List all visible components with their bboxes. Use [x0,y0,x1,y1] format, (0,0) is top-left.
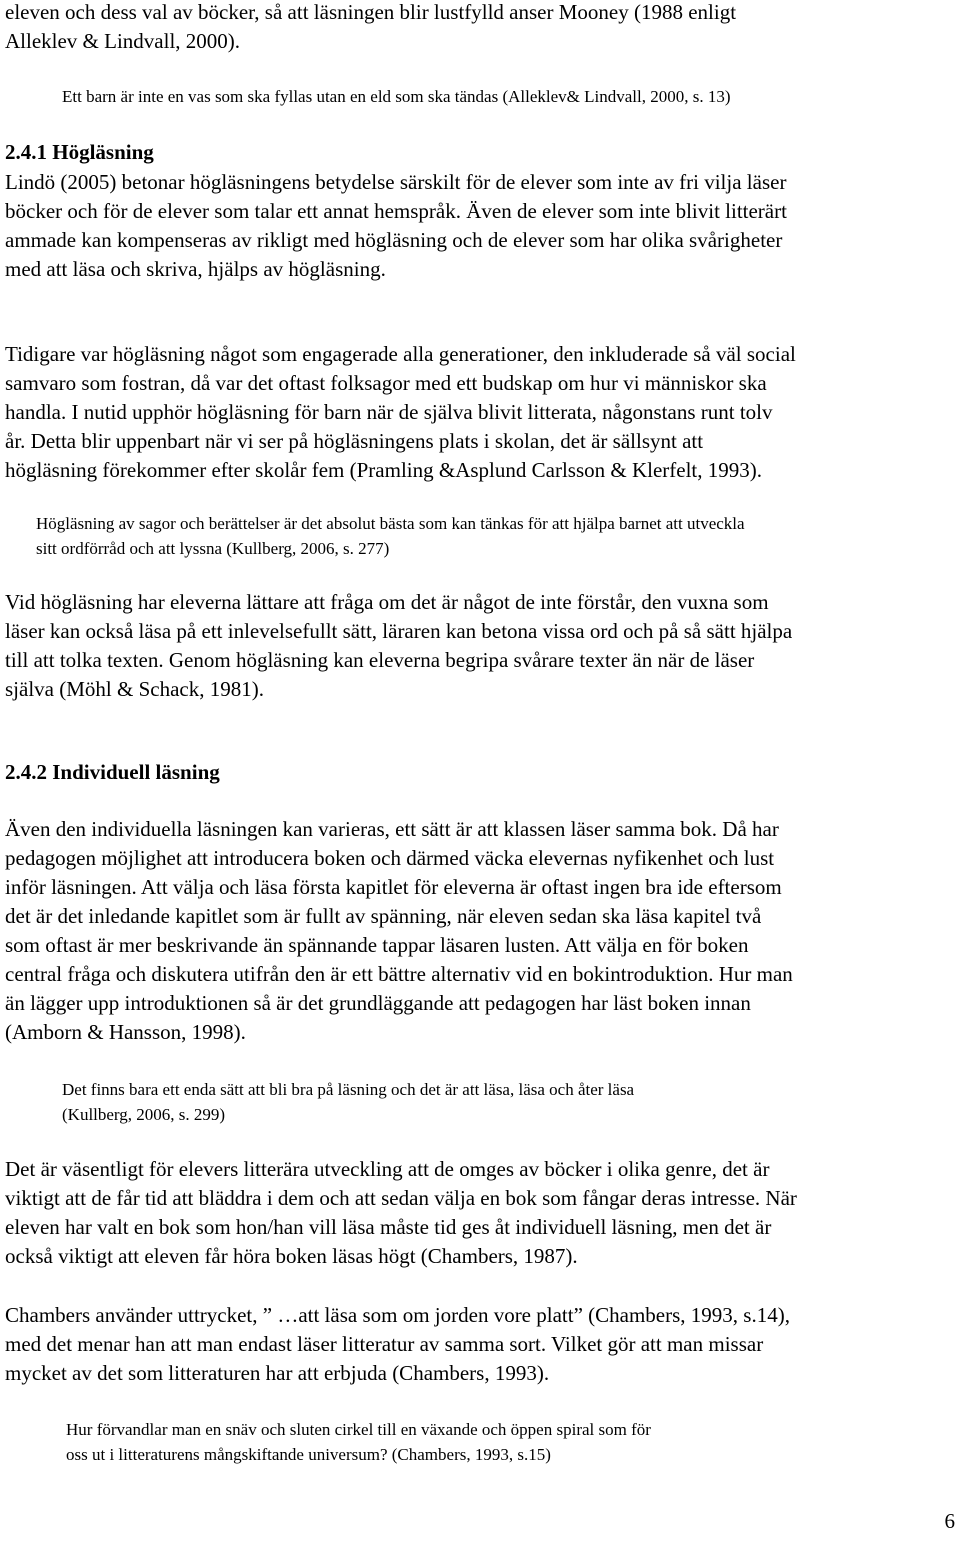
text-line: som oftast är mer beskrivande än spännande tappar läsaren lusten. Att välja en för boken [5,933,749,957]
quote-line: Högläsning av sagor och berättelser är det absolut bästa som kan tänkas för att hjälpa barnet att utveckla [36,514,745,533]
block-quote [62,84,731,109]
text-line: eleven och dess val av böcker, så att läsningen blir lustfylld anser Mooney (1988 enligt [5,0,737,24]
text-line: själva (Möhl & Schack, 1981). [5,677,264,701]
text-line: eleven har valt en bok som hon/han vill läsa måste tid ges åt individuell läsning, men det är [5,1215,772,1239]
text-line: också viktigt att eleven får höra boken läsas högt (Chambers, 1987). [5,1244,578,1268]
quote-line: sitt ordförråd och att lyssna (Kullberg, 2006, s. 277) [36,539,390,558]
text-line: Det är väsentligt för elevers litterära utveckling att de omges av böcker i olika genre, det är [5,1157,770,1181]
body-paragraph [5,168,960,284]
text-line: handla. I nutid upphör högläsning för barn när de själva blivit litterata, någonstans runt tolv [5,400,773,424]
text-line: med att läsa och skriva, hjälps av högläsning. [5,257,386,281]
text-line: mycket av det som litteraturen har att erbjuda (Chambers, 1993). [5,1361,550,1385]
text-line: Vid högläsning har eleverna lättare att fråga om det är något de inte förstår, den vuxna som [5,590,769,614]
text-line: Lindö (2005) betonar högläsningens betydelse särskilt för de elever som inte av fri vilja läser [5,170,787,194]
text-line: Alleklev & Lindvall, 2000). [5,29,241,53]
text-line: det är det inledande kapitlet som är fullt av spänning, när eleven sedan ska läsa kapitel två [5,904,762,928]
text-line: än lägger upp introduktionen så är det grundläggande att pedagogen har läst boken innan [5,991,751,1015]
quote-line: Ett barn är inte en vas som ska fyllas utan en eld som ska tändas (Alleklev& Lindvall, 2000, s. 13) [62,87,731,106]
text-line: central fråga och diskutera utifrån den är ett bättre alternativ vid en bokintroduktion. Hur man [5,962,793,986]
body-paragraph [5,340,960,485]
text-line: Tidigare var högläsning något som engagerade alla generationer, den inkluderade så väl social [5,342,796,366]
quote-line: oss ut i litteraturens mångskiftande universum? (Chambers, 1993, s.15) [66,1445,551,1464]
quote-line: Det finns bara ett enda sätt att bli bra på läsning och det är att läsa, läsa och åter läsa [62,1080,635,1099]
body-paragraph [5,588,960,704]
quote-line: Hur förvandlar man en snäv och sluten cirkel till en växande och öppen spiral som för [66,1420,651,1439]
quote-line: (Kullberg, 2006, s. 299) [62,1105,226,1124]
text-line: (Amborn & Hansson, 1998). [5,1020,246,1044]
text-line: viktigt att de får tid att bläddra i dem och att sedan välja en bok som fångar deras intresse. När [5,1186,797,1210]
text-line: ammade kan kompenseras av rikligt med högläsning och de elever som har olika svårigheter [5,228,783,252]
section-heading: 2.4.2 Individuell läsning [5,760,220,784]
text-line: böcker och för de elever som talar ett annat hemspråk. Även de elever som inte blivit litterärt [5,199,787,223]
body-paragraph [5,1301,960,1388]
text-line: till att tolka texten. Genom högläsning kan eleverna begripa svårare texter än när de läser [5,648,755,672]
intro-paragraph [5,0,960,56]
text-line: högläsning förekommer efter skolår fem (Pramling &Asplund Carlsson & Klerfelt, 1993). [5,458,763,482]
text-line: inför läsningen. Att välja och läsa första kapitlet för eleverna är oftast ingen bra ide eftersom [5,875,782,899]
block-quote [36,511,745,561]
body-paragraph [5,1155,960,1271]
block-quote [66,1417,651,1467]
text-line: Chambers använder uttrycket, ” …att läsa som om jorden vore platt” (Chambers, 1993, s.14), [5,1303,790,1327]
section-heading: 2.4.1 Högläsning [5,140,154,164]
block-quote [62,1077,634,1127]
body-paragraph [5,815,960,1047]
text-line: år. Detta blir uppenbart när vi ser på högläsningens plats i skolan, det är sällsynt att [5,429,704,453]
page-number: 6 [944,1509,955,1533]
text-line: läser kan också läsa på ett inlevelsefullt sätt, läraren kan betona vissa ord och på så sätt hjälpa [5,619,793,643]
text-line: med det menar han att man endast läser litteratur av samma sort. Vilket gör att man missar [5,1332,764,1356]
text-line: samvaro som fostran, då var det oftast folksagor med ett budskap om hur vi människor ska [5,371,767,395]
text-line: Även den individuella läsningen kan varieras, ett sätt är att klassen läser samma bok. Då har [5,817,779,841]
text-line: pedagogen möjlighet att introducera boken och därmed väcka elevernas nyfikenhet och lust [5,846,775,870]
